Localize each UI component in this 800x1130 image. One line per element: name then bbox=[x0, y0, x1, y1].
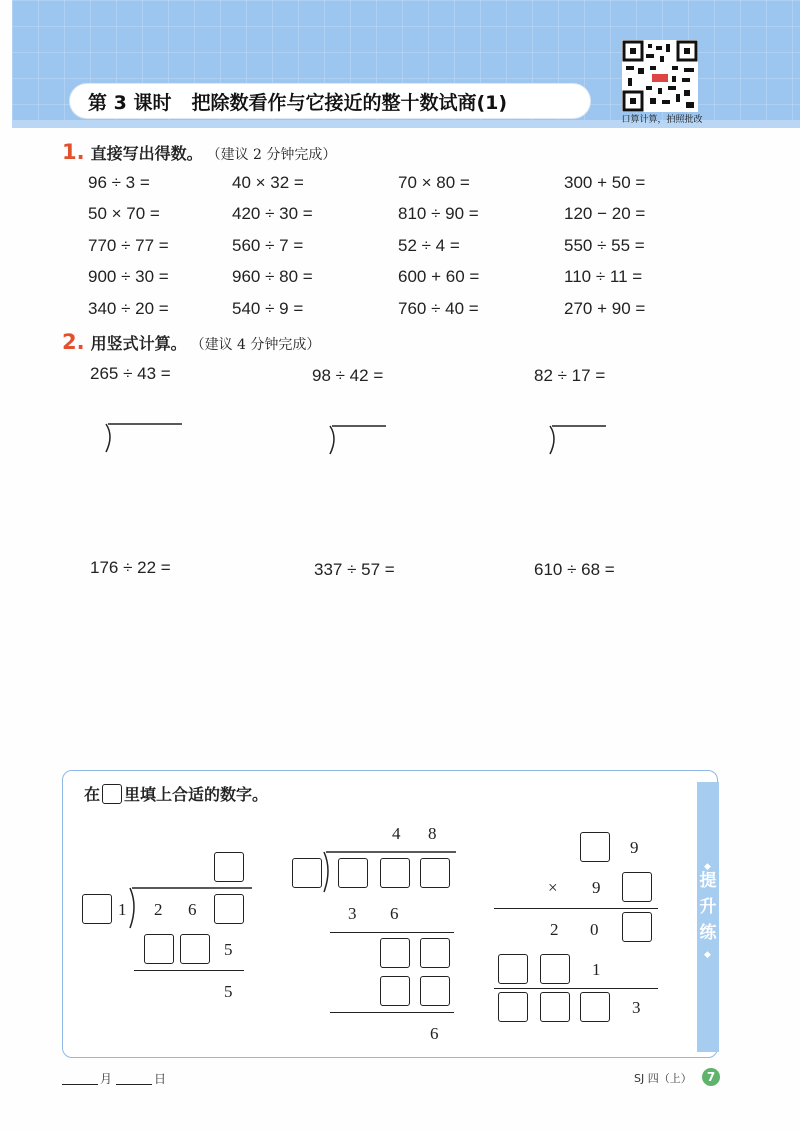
blank-box[interactable] bbox=[498, 954, 528, 984]
product-digit: 5 bbox=[224, 940, 233, 959]
lesson-title: 把除数看作与它接近的整十数试商(1) bbox=[191, 91, 508, 114]
division-bracket bbox=[326, 424, 388, 462]
product-digit: 6 bbox=[390, 904, 399, 923]
quotient-digit: 4 bbox=[392, 824, 401, 843]
blank-box[interactable] bbox=[420, 976, 450, 1006]
section2-number: 2. bbox=[62, 330, 85, 354]
division-bracket bbox=[102, 422, 184, 460]
month-blank[interactable] bbox=[62, 1084, 98, 1085]
long-division-problem: 337 ÷ 57 = bbox=[314, 560, 395, 579]
dot-icon: ◆ bbox=[704, 862, 711, 872]
division-bracket bbox=[546, 424, 608, 462]
calc-item: 600 + 60 = bbox=[398, 267, 480, 286]
instruction-suffix: 里填上合适的数字。 bbox=[124, 785, 269, 804]
blank-box[interactable] bbox=[498, 992, 528, 1022]
subtract-line bbox=[134, 970, 244, 971]
calc-item: 70 × 80 = bbox=[398, 173, 470, 192]
blank-box[interactable] bbox=[380, 976, 410, 1006]
calc-item: 110 ÷ 11 = bbox=[564, 267, 643, 286]
blank-box[interactable] bbox=[380, 858, 410, 888]
blank-box[interactable] bbox=[622, 912, 652, 942]
section1-heading bbox=[62, 140, 336, 164]
blank-box[interactable] bbox=[622, 872, 652, 902]
section1-number: 1. bbox=[62, 140, 85, 164]
day-label: 日 bbox=[154, 1072, 167, 1086]
long-division-problem: 610 ÷ 68 = bbox=[534, 560, 615, 579]
section2-title: 用竖式计算。 bbox=[90, 334, 187, 353]
blank-box[interactable] bbox=[214, 852, 244, 882]
calc-item: 270 + 90 = bbox=[564, 299, 646, 318]
blank-box[interactable] bbox=[540, 954, 570, 984]
section2-heading bbox=[62, 330, 320, 354]
calc-item: 40 × 32 = bbox=[232, 173, 304, 192]
times-sign: × bbox=[548, 878, 558, 897]
product-digit: 3 bbox=[348, 904, 357, 923]
calc-item: 760 ÷ 40 = bbox=[398, 299, 479, 318]
calc-item: 50 × 70 = bbox=[88, 204, 160, 223]
blank-box[interactable] bbox=[214, 894, 244, 924]
long-division-problem: 176 ÷ 22 = bbox=[90, 558, 171, 577]
partial-digit: 1 bbox=[592, 960, 601, 979]
qr-code-icon[interactable] bbox=[622, 40, 698, 112]
book-code: SJ 四（上） bbox=[634, 1072, 692, 1085]
remainder-digit: 6 bbox=[430, 1024, 439, 1043]
section1-note: （建议 2 分钟完成） bbox=[206, 147, 337, 163]
calc-item: 300 + 50 = bbox=[564, 173, 646, 192]
blank-box[interactable] bbox=[580, 992, 610, 1022]
panel-instruction bbox=[84, 782, 268, 805]
blank-box[interactable] bbox=[420, 858, 450, 888]
multiply-line bbox=[494, 988, 658, 989]
blank-box[interactable] bbox=[144, 934, 174, 964]
calc-item: 120 − 20 = bbox=[564, 204, 646, 223]
section2-note: （建议 4 分钟完成） bbox=[190, 337, 321, 353]
qr-caption: 口算计算，拍照批改 bbox=[621, 115, 703, 125]
blank-box[interactable] bbox=[82, 894, 112, 924]
page-number: 7 bbox=[702, 1068, 720, 1086]
calc-item: 810 ÷ 90 = bbox=[398, 204, 479, 223]
calc-item: 550 ÷ 55 = bbox=[564, 236, 645, 255]
calc-item: 960 ÷ 80 = bbox=[232, 267, 313, 286]
blank-box[interactable] bbox=[338, 858, 368, 888]
blank-box[interactable] bbox=[380, 938, 410, 968]
month-label: 月 bbox=[100, 1072, 113, 1086]
calc-item: 540 ÷ 9 = bbox=[232, 299, 304, 318]
calc-item: 52 ÷ 4 = bbox=[398, 236, 460, 255]
calc-item: 96 ÷ 3 = bbox=[88, 173, 150, 192]
multiply-line bbox=[494, 908, 658, 909]
partial-digit: 0 bbox=[590, 920, 599, 939]
remainder-digit: 5 bbox=[224, 982, 233, 1001]
multiplier-digit: 9 bbox=[592, 878, 601, 897]
dividend-digit: 2 bbox=[154, 900, 163, 919]
calc-item: 770 ÷ 77 = bbox=[88, 236, 169, 255]
blank-box-icon bbox=[102, 784, 122, 804]
blank-box[interactable] bbox=[420, 938, 450, 968]
lesson-label: 第 3 课时 bbox=[88, 91, 172, 114]
lesson-title-bar bbox=[70, 84, 590, 118]
calc-item: 560 ÷ 7 = bbox=[232, 236, 304, 255]
instruction-prefix: 在 bbox=[84, 785, 101, 804]
blank-box[interactable] bbox=[580, 832, 610, 862]
subtract-line bbox=[330, 1012, 454, 1013]
section1-title: 直接写出得数。 bbox=[90, 144, 203, 163]
partial-digit: 2 bbox=[550, 920, 559, 939]
long-division-problem: 265 ÷ 43 = bbox=[90, 364, 171, 383]
multiplicand-digit: 9 bbox=[630, 838, 639, 857]
day-blank[interactable] bbox=[116, 1084, 152, 1085]
dot-icon: ◆ bbox=[704, 950, 711, 960]
calc-item: 340 ÷ 20 = bbox=[88, 299, 169, 318]
result-digit: 3 bbox=[632, 998, 641, 1017]
quotient-digit: 8 bbox=[428, 824, 437, 843]
dividend-digit: 6 bbox=[188, 900, 197, 919]
calc-item: 900 ÷ 30 = bbox=[88, 267, 169, 286]
calc-item: 420 ÷ 30 = bbox=[232, 204, 313, 223]
blank-box[interactable] bbox=[540, 992, 570, 1022]
long-division-problem: 82 ÷ 17 = bbox=[534, 366, 606, 385]
long-division-problem: 98 ÷ 42 = bbox=[312, 366, 384, 385]
subtract-line bbox=[330, 932, 454, 933]
divisor-digit: 1 bbox=[118, 900, 127, 919]
blank-box[interactable] bbox=[180, 934, 210, 964]
side-tab-label: 提升练 bbox=[699, 871, 717, 943]
